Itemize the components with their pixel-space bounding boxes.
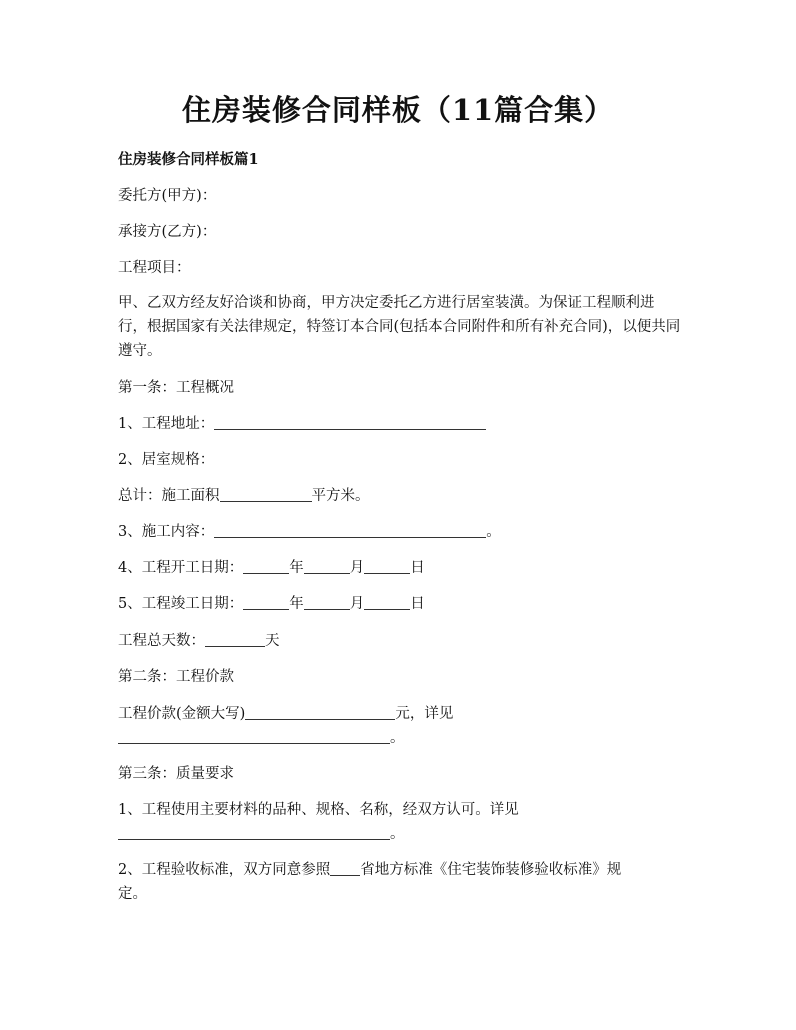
days-label: 工程总天数： [118,633,205,649]
party-b-line: 承接方(乙方)： [118,224,217,240]
address-label: 1、工程地址： [118,416,215,432]
start-month-blank [304,559,350,574]
content-label: 3、施工内容： [118,524,215,540]
area-blank [220,487,312,502]
area-unit: 平方米。 [311,488,370,504]
total-days-line [118,631,280,652]
material-blank [118,825,390,840]
price-label: 工程价款(金额大写) [118,706,246,722]
address-blank [214,415,486,430]
content-line [118,522,501,543]
section-subtitle: 住房装修合同样板篇1 [118,151,259,168]
price-detail-line [118,728,405,749]
article2-heading: 第二条：工程价款 [118,669,234,685]
document-title: 住房装修合同样板（11篇合集） [181,93,615,127]
content-blank [214,523,486,538]
end-label: 5、工程竣工日期： [118,596,244,612]
intro-paragraph: 甲、乙双方经友好洽谈和协商，甲方决定委托乙方进行居室装潢。为保证工程顺利进行，根据国家有关法律规定，特签订本合同(包括本合同附件和所有补充合同)，以便共同遵守。 [118,295,681,359]
acceptance-line [118,860,621,881]
project-item-line: 工程项目： [118,260,191,276]
material-detail-line [118,824,405,845]
end-day-blank [364,595,410,610]
acceptance-pre: 2、工程验收标准，双方同意参照 [118,862,331,878]
acceptance-tail: 定。 [118,886,147,902]
end-year-blank [243,595,289,610]
province-blank [330,861,360,876]
end-month-blank [304,595,350,610]
price-line [118,704,453,725]
spec-line: 2、居室规格： [118,452,215,468]
month-label: 月 [349,596,365,612]
start-date-line [118,558,425,579]
content-end: 。 [486,524,501,540]
month-label: 月 [349,560,365,576]
address-line [118,414,486,435]
days-unit: 天 [265,633,280,649]
year-label: 年 [289,596,304,612]
party-a-line: 委托方(甲方)： [118,188,217,204]
days-blank [205,632,265,647]
year-label: 年 [289,560,304,576]
start-year-blank [243,559,289,574]
article3-heading: 第三条：质量要求 [118,766,234,782]
price-unit: 元，详见 [395,706,454,722]
price-blank [245,705,395,720]
acceptance-post: 省地方标准《住宅装饰装修验收标准》规 [360,862,622,878]
total-label: 总计：施工面积 [118,488,220,504]
start-label: 4、工程开工日期： [118,560,244,576]
total-area-line [118,486,370,507]
material-end: 。 [390,826,405,842]
end-date-line [118,594,425,615]
day-label: 日 [410,560,425,576]
price-end: 。 [390,730,405,746]
article1-heading: 第一条：工程概况 [118,380,234,396]
price-detail-blank [118,729,390,744]
start-day-blank [364,559,410,574]
day-label: 日 [410,596,425,612]
material-line: 1、工程使用主要材料的品种、规格、名称，经双方认可。详见 [118,802,519,818]
